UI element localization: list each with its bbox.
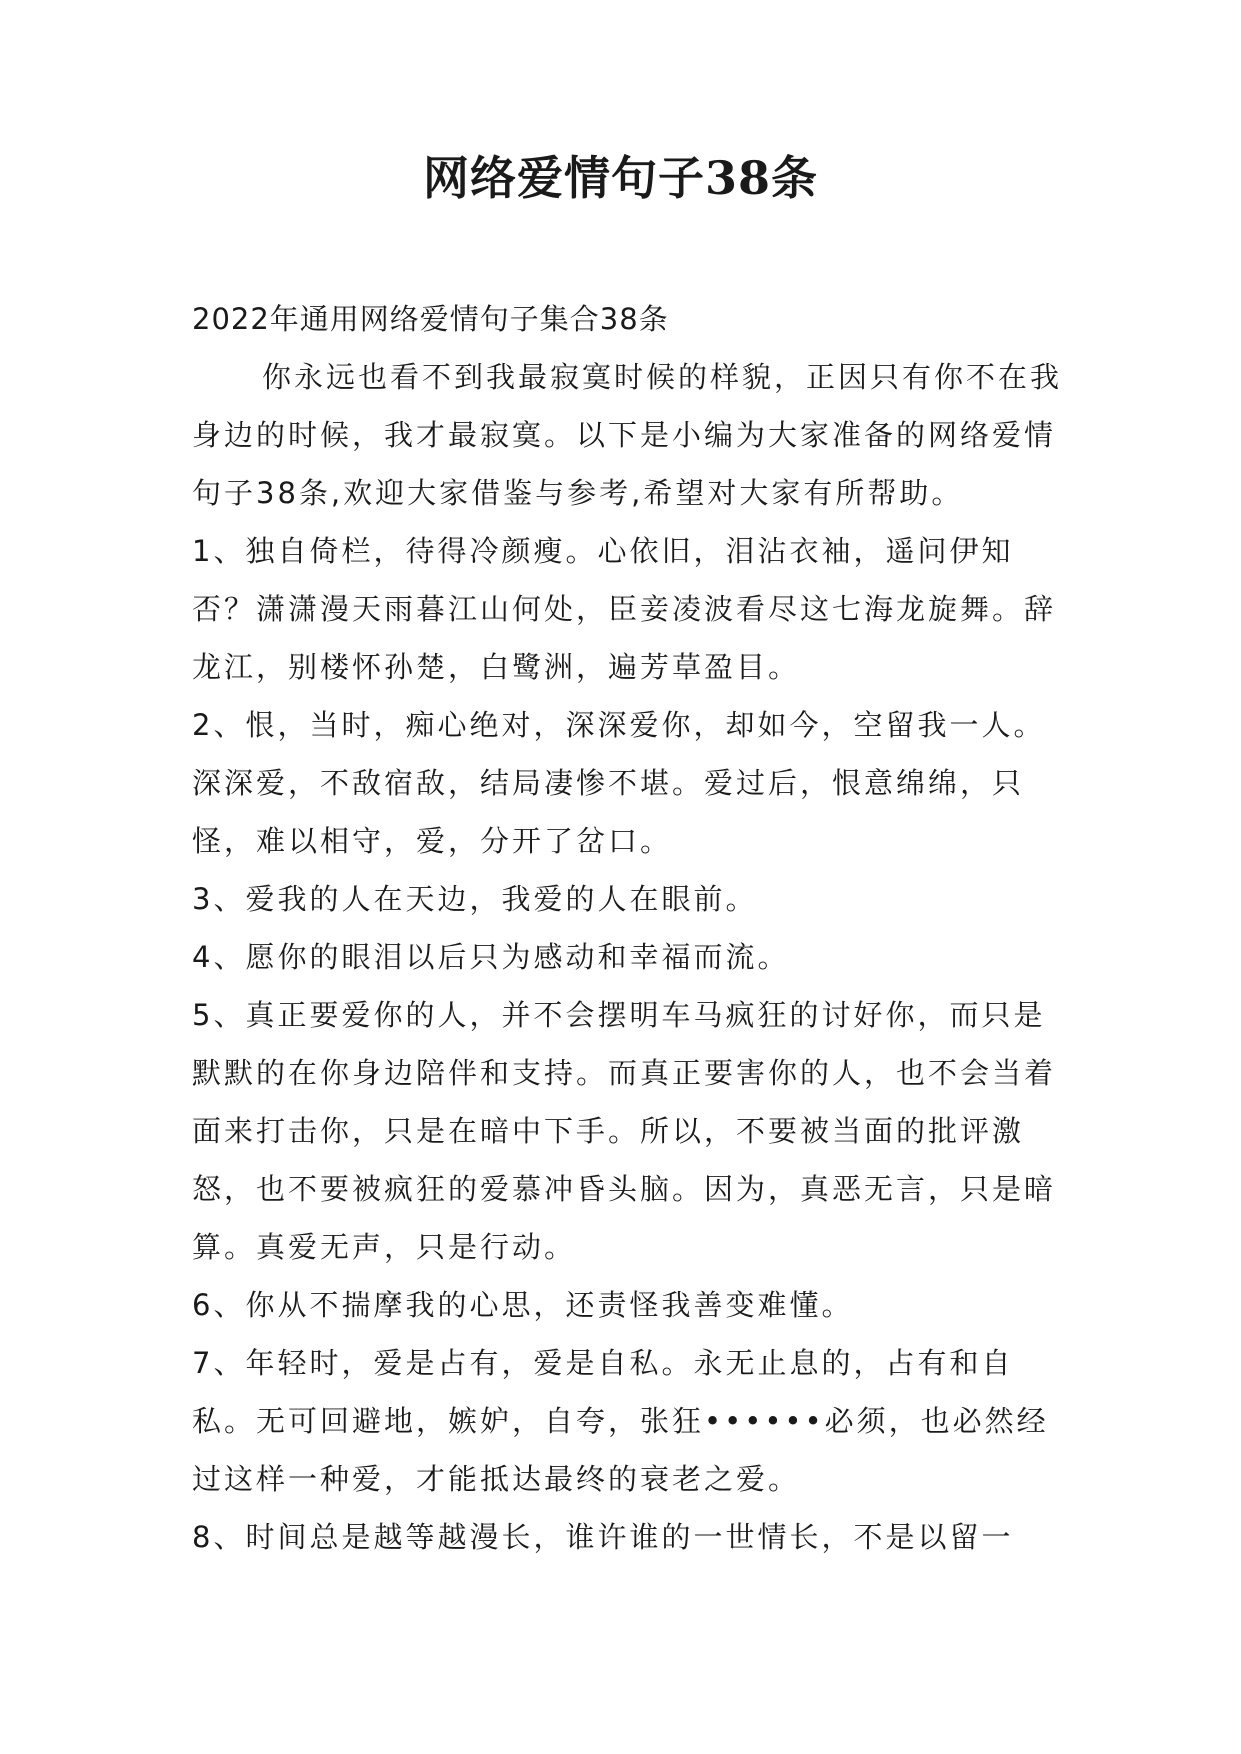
list-item: 5、真正要爱你的人，并不会摆明车马疯狂的讨好你，而只是默默的在你身边陪伴和支持。而真正要害你的人，也不会当着面来打击你，只是在暗中下手。所以，不要被当面的批评激怒，也不要被疯狂的爱慕冲昏头脑。因为，真恶无言，只是暗算。真爱无声，只是行动。 — [192, 998, 1057, 1264]
list-item: 6、你从不揣摩我的心思，还责怪我善变难懂。 — [192, 1288, 854, 1322]
list-item: 4、愿你的眼泪以后只为感动和幸福而流。 — [192, 940, 790, 974]
list-item: 2、恨，当时，痴心绝对，深深爱你，却如今，空留我一人。深深爱，不敌宿敌，结局凄惨不堪。爱过后，恨意绵绵，只怪，难以相守，爱，分开了岔口。 — [192, 708, 1046, 858]
list-item: 3、爱我的人在天边，我爱的人在眼前。 — [192, 882, 758, 916]
document-title: 网络爱情句子38条 — [422, 151, 818, 205]
list-item: 8、时间总是越等越漫长，谁许谁的一世情长，不是以留一 — [192, 1520, 1014, 1554]
list-item: 1、独自倚栏，待得冷颜瘦。心依旧，泪沾衣袖，遥问伊知否？潇潇漫天雨暮江山何处，臣妾凌波看尽这七海龙旋舞。辞龙江，别楼怀孙楚，白鹭洲，遍芳草盈目。 — [192, 534, 1057, 684]
list-item: 7、年轻时，爱是占有，爱是自私。永无止息的，占有和自私。无可回避地，嫉妒，自夸，张狂••••••必须，也必然经过这样一种爱，才能抵达最终的衰老之爱。 — [192, 1346, 1049, 1496]
intro-paragraph: 你永远也看不到我最寂寞时候的样貌，正因只有你不在我身边的时候，我才最寂寞。以下是小编为大家准备的网络爱情句子38条,欢迎大家借鉴与参考,希望对大家有所帮助。 — [192, 360, 1063, 510]
document-body — [192, 290, 1072, 1566]
document-subtitle: 2022年通用网络爱情句子集合38条 — [192, 302, 669, 336]
